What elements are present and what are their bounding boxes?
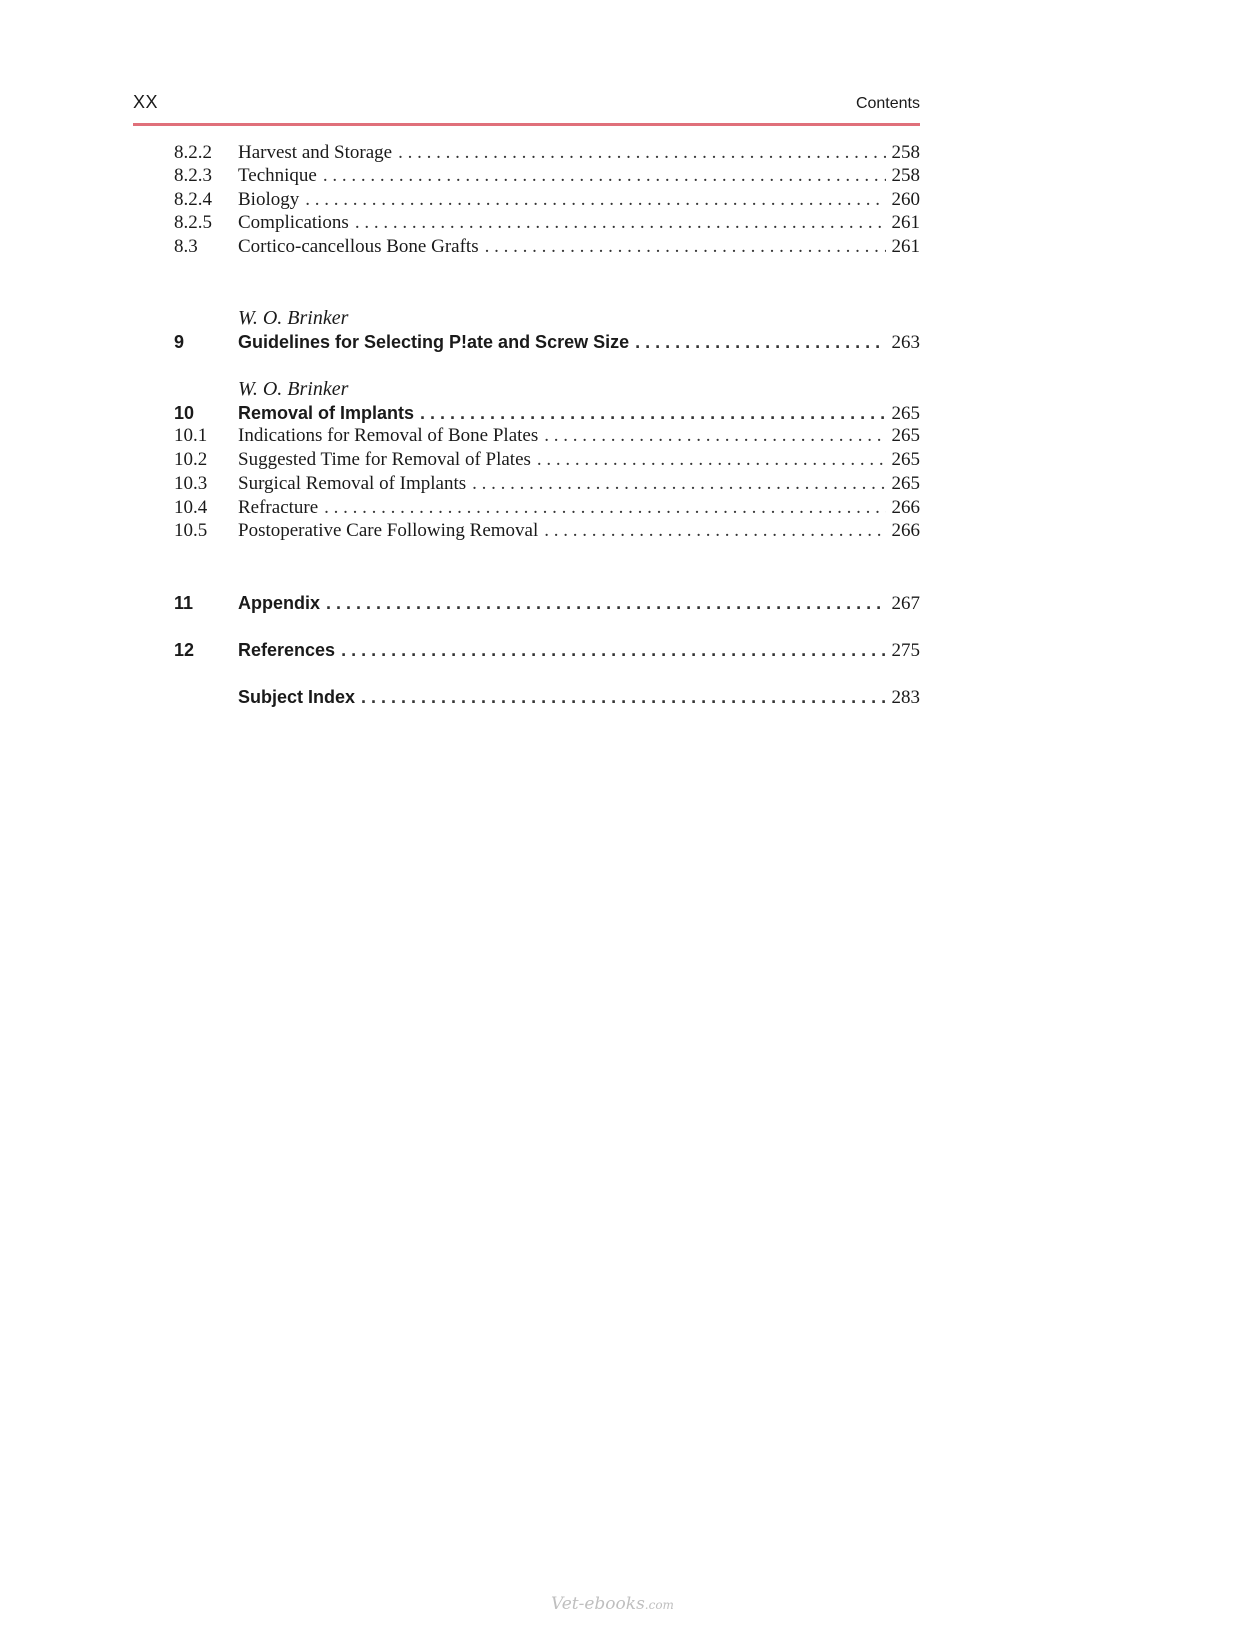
toc-number: 12 [174,640,195,660]
running-head: Contents [855,95,920,112]
toc-page: 265 [891,425,920,446]
toc-leader-dots [398,141,885,165]
toc-page: 261 [891,236,920,257]
toc-entry-8-2-4 [174,188,920,212]
toc-title: Appendix [238,593,321,613]
toc-chapter-11 [174,591,920,615]
toc-entry-10-1 [174,424,920,448]
toc-leader-dots [326,591,885,615]
toc-title: Cortico-cancellous Bone Grafts [238,236,479,257]
toc-number: 11 [174,593,194,613]
toc-number: 8.2.5 [174,212,212,233]
chapter-author: W. O. Brinker [238,378,349,400]
toc-title: Removal of Implants [238,403,415,423]
toc-entry-10-4 [174,496,920,520]
toc-number: 10.3 [174,473,208,494]
toc-number: 10.1 [174,425,208,446]
toc-leader-dots [420,401,885,425]
toc-number: 9 [174,332,185,352]
toc-leader-dots [544,424,885,448]
toc-number: 10.4 [174,497,208,518]
toc-title: Biology [238,189,300,210]
toc-entry-10-2 [174,448,920,472]
toc-entry-8-2-5 [174,211,920,235]
toc-entry-10-3 [174,472,920,496]
toc-leader-dots [341,638,885,662]
watermark-main: Vet-ebooks [551,1594,645,1614]
toc-page: 265 [891,473,920,494]
toc-title: References [238,640,336,660]
toc-chapter-9 [174,330,920,354]
watermark [551,1594,674,1614]
toc-page: 265 [891,449,920,470]
toc-page: 267 [891,593,920,614]
toc-page: 275 [891,640,920,661]
toc-leader-dots [361,685,885,709]
header-rule [133,123,920,126]
toc-leader-dots [472,472,885,496]
toc-chapter-10 [174,401,920,425]
page-number: XX [133,92,159,112]
toc-number: 8.2.3 [174,165,212,186]
toc-page: 258 [891,165,920,186]
toc-title: Indications for Removal of Bone Plates [238,425,539,446]
toc-number: 10.5 [174,520,208,541]
toc-title: Suggested Time for Removal of Plates [238,449,531,470]
toc-title: Technique [238,165,317,186]
toc-entry-10-5 [174,519,920,543]
toc-entry-8-2-3 [174,164,920,188]
toc-leader-dots [537,448,886,472]
toc-page: 263 [891,332,920,353]
toc-title: Refracture [238,497,319,518]
toc-number: 8.3 [174,236,198,257]
toc-page: 260 [891,189,920,210]
toc-chapter-12 [174,638,920,662]
toc-title: Harvest and Storage [238,142,393,163]
toc-page: 265 [891,403,920,424]
toc-leader-dots [305,188,885,212]
toc-leader-dots [324,496,885,520]
toc-entry-8-2-2 [174,141,920,165]
toc-title: Complications [238,212,349,233]
toc-leader-dots [544,519,885,543]
toc-leader-dots [635,330,885,354]
toc-entry-8-3 [174,235,920,259]
toc-number: 10 [174,403,195,423]
toc-page: 258 [891,142,920,163]
watermark-suffix: .com [644,1598,674,1612]
toc-number: 8.2.4 [174,189,212,210]
toc-leader-dots [485,235,886,259]
toc-page: 266 [891,497,920,518]
toc-page: 283 [891,687,920,708]
toc-number: 8.2.2 [174,142,212,163]
toc-leader-dots [355,211,886,235]
toc-page: 266 [891,520,920,541]
toc-number: 10.2 [174,449,208,470]
toc-title: Postoperative Care Following Removal [238,520,539,541]
toc-title: Surgical Removal of Implants [238,473,467,494]
toc-title: Guidelines for Selecting P!ate and Screw Size [238,332,630,352]
chapter-author: W. O. Brinker [238,307,349,329]
toc-leader-dots [323,164,886,188]
toc-page: 261 [891,212,920,233]
toc-subject-index [174,685,920,709]
toc-title: Subject Index [238,687,356,707]
